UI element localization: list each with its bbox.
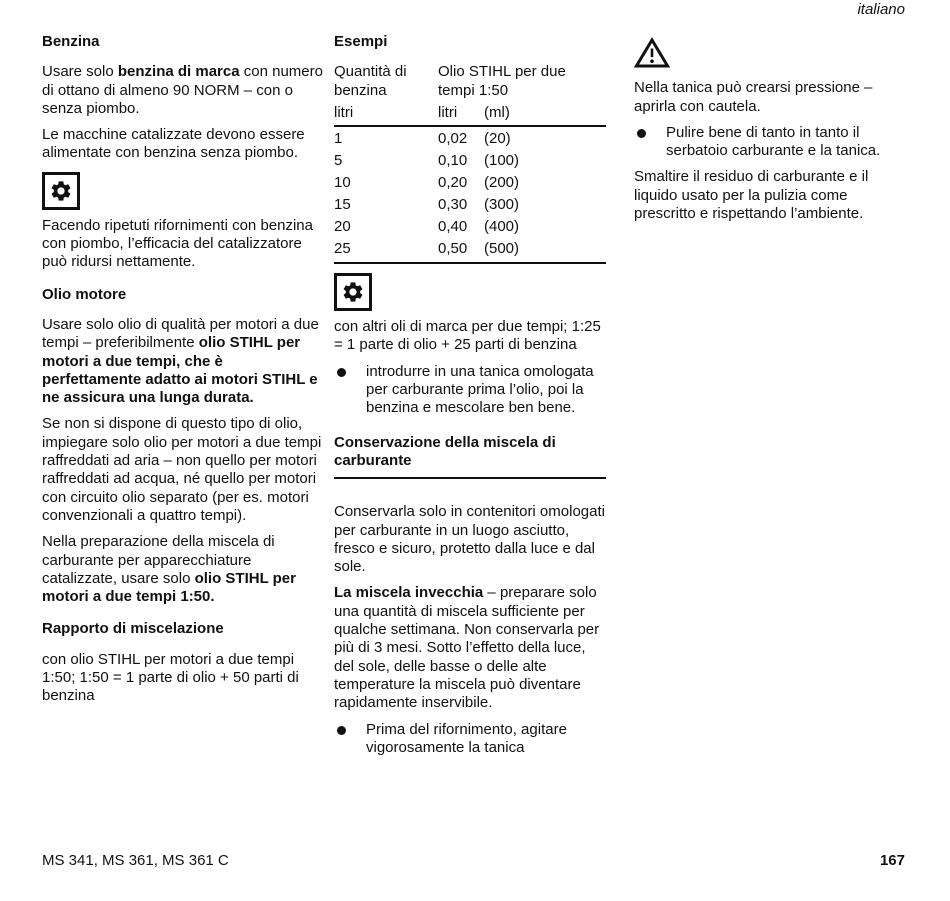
table-cell: (200) — [484, 174, 520, 192]
paragraph: Facendo ripetuti rifornimenti con benzina con piombo, l’efficacia del catalizzatore può ridursi nettamente. — [42, 216, 313, 271]
paragraph: con olio STIHL per motori a due tempi 1:50; 1:50 = 1 parte di olio + 50 parti di benzina — [42, 650, 299, 705]
table-row — [334, 128, 606, 150]
table-cell: 1 — [334, 130, 343, 148]
left-column — [42, 33, 323, 714]
table-row — [334, 172, 606, 194]
list-item — [334, 721, 606, 758]
table-header-cell: Quantità di benzina — [334, 63, 407, 99]
table-rule — [334, 262, 606, 264]
paragraph: Usare solo olio di qualità per motori a due tempi – preferibilmente olio STIHL per motori a due tempi, che è perfettamente adatto ai motori STIHL e ne assicura una lunga durata. — [42, 315, 319, 407]
table-cell: 20 — [334, 218, 351, 236]
table-row — [334, 194, 606, 216]
heading-olio-motore: Olio motore — [42, 285, 127, 303]
warning-block — [634, 36, 906, 74]
table-cell: (500) — [484, 240, 520, 258]
heading-esempi: Esempi — [334, 33, 388, 50]
table-header-cell: litri — [334, 103, 354, 121]
list-item-text: Prima del rifornimento, agitare vigorosamente la tanica — [366, 720, 567, 756]
table-cell: 0,40 — [438, 218, 468, 236]
table-cell: 25 — [334, 240, 351, 258]
table-cell: 10 — [334, 174, 351, 192]
table-cell: 0,10 — [438, 152, 468, 170]
paragraph: con altri oli di marca per due tempi; 1:25 = 1 parte di olio + 25 parti di benzina — [334, 318, 601, 354]
table-body — [334, 127, 606, 262]
list-item — [334, 363, 606, 418]
bullet-icon — [337, 726, 346, 735]
paragraph: Conservarla solo in contenitori omologati per carburante in un luogo asciutto, fresco e sicuro, protetto dalla luce e dal sole. — [334, 503, 605, 576]
table-row — [334, 238, 606, 260]
paragraph: Se non si dispone di questo tipo di olio, impiegare solo olio per motori a due tempi raffreddati ad aria – non quello per motori raffreddati ad acqua, né quello per motori con circuito olio separato (per es. motori convenzionali a quattro tempi). — [42, 415, 322, 524]
heading-conservazione: Conservazione della miscela di carburante — [334, 434, 606, 480]
table-cell: 0,20 — [438, 174, 468, 192]
table-cell: 0,50 — [438, 240, 468, 258]
bullet-icon — [637, 129, 646, 138]
table-cell: (20) — [484, 130, 511, 148]
table-row — [334, 150, 606, 172]
table-row — [334, 216, 606, 238]
paragraph: Nella tanica può crearsi pressione – aprirla con cautela. — [634, 79, 873, 115]
warning-triangle-icon — [634, 36, 670, 69]
gear-icon — [341, 280, 365, 304]
table-header-cell: (ml) — [484, 103, 510, 121]
paragraph: Nella preparazione della miscela di carburante per apparecchiature catalizzate, usare solo olio STIHL per motori a due tempi 1:50. — [42, 533, 296, 606]
table-cell: (400) — [484, 218, 520, 236]
paragraph: La miscela invecchia – preparare solo una quantità di miscela sufficiente per qualche settimana. Non conservarla per più di 3 mesi. Sotto l’effetto della luce, del sole, delle basse o delle alte temperature la miscela può diventare rapidamente inservibile. — [334, 584, 600, 712]
table-cell: (100) — [484, 152, 520, 170]
middle-column — [334, 33, 606, 765]
language-label: italiano — [857, 1, 905, 18]
list-item-text: introdurre in una tanica omologata per carburante prima l’olio, poi la benzina e mescolare ben bene. — [366, 362, 594, 417]
table-header-row — [334, 63, 606, 100]
gear-note-box — [334, 273, 372, 311]
footer-models: MS 341, MS 361, MS 361 C — [42, 852, 229, 869]
table-cell: 15 — [334, 196, 351, 214]
right-column — [634, 33, 906, 231]
heading-benzina: Benzina — [42, 33, 100, 50]
table-subheader-row — [334, 104, 606, 125]
list-item — [634, 124, 906, 161]
table-header-cell: Olio STIHL per due tempi 1:50 — [438, 63, 566, 99]
table-cell: 5 — [334, 152, 343, 170]
table-cell: 0,30 — [438, 196, 468, 214]
table-header-cell: litri — [438, 103, 458, 121]
mix-ratio-table — [334, 63, 606, 264]
gear-note-box — [42, 172, 80, 210]
list-item-text: Pulire bene di tanto in tanto il serbatoio carburante e la tanica. — [666, 123, 881, 160]
paragraph: Le macchine catalizzate devono essere alimentate con benzina senza piombo. — [42, 126, 305, 162]
gear-icon — [49, 179, 73, 203]
bullet-icon — [337, 368, 346, 377]
paragraph: Smaltire il residuo di carburante e il liquido usato per la pulizia come prescritto e rispettando l’ambiente. — [634, 168, 869, 223]
paragraph: Usare solo benzina di marca con numero di ottano di almeno 90 NORM – con o senza piombo. — [42, 63, 323, 117]
page-number: 167 — [879, 852, 905, 869]
heading-rapporto: Rapporto di miscelazione — [42, 620, 224, 638]
table-cell: (300) — [484, 196, 520, 214]
table-cell: 0,02 — [438, 130, 468, 148]
